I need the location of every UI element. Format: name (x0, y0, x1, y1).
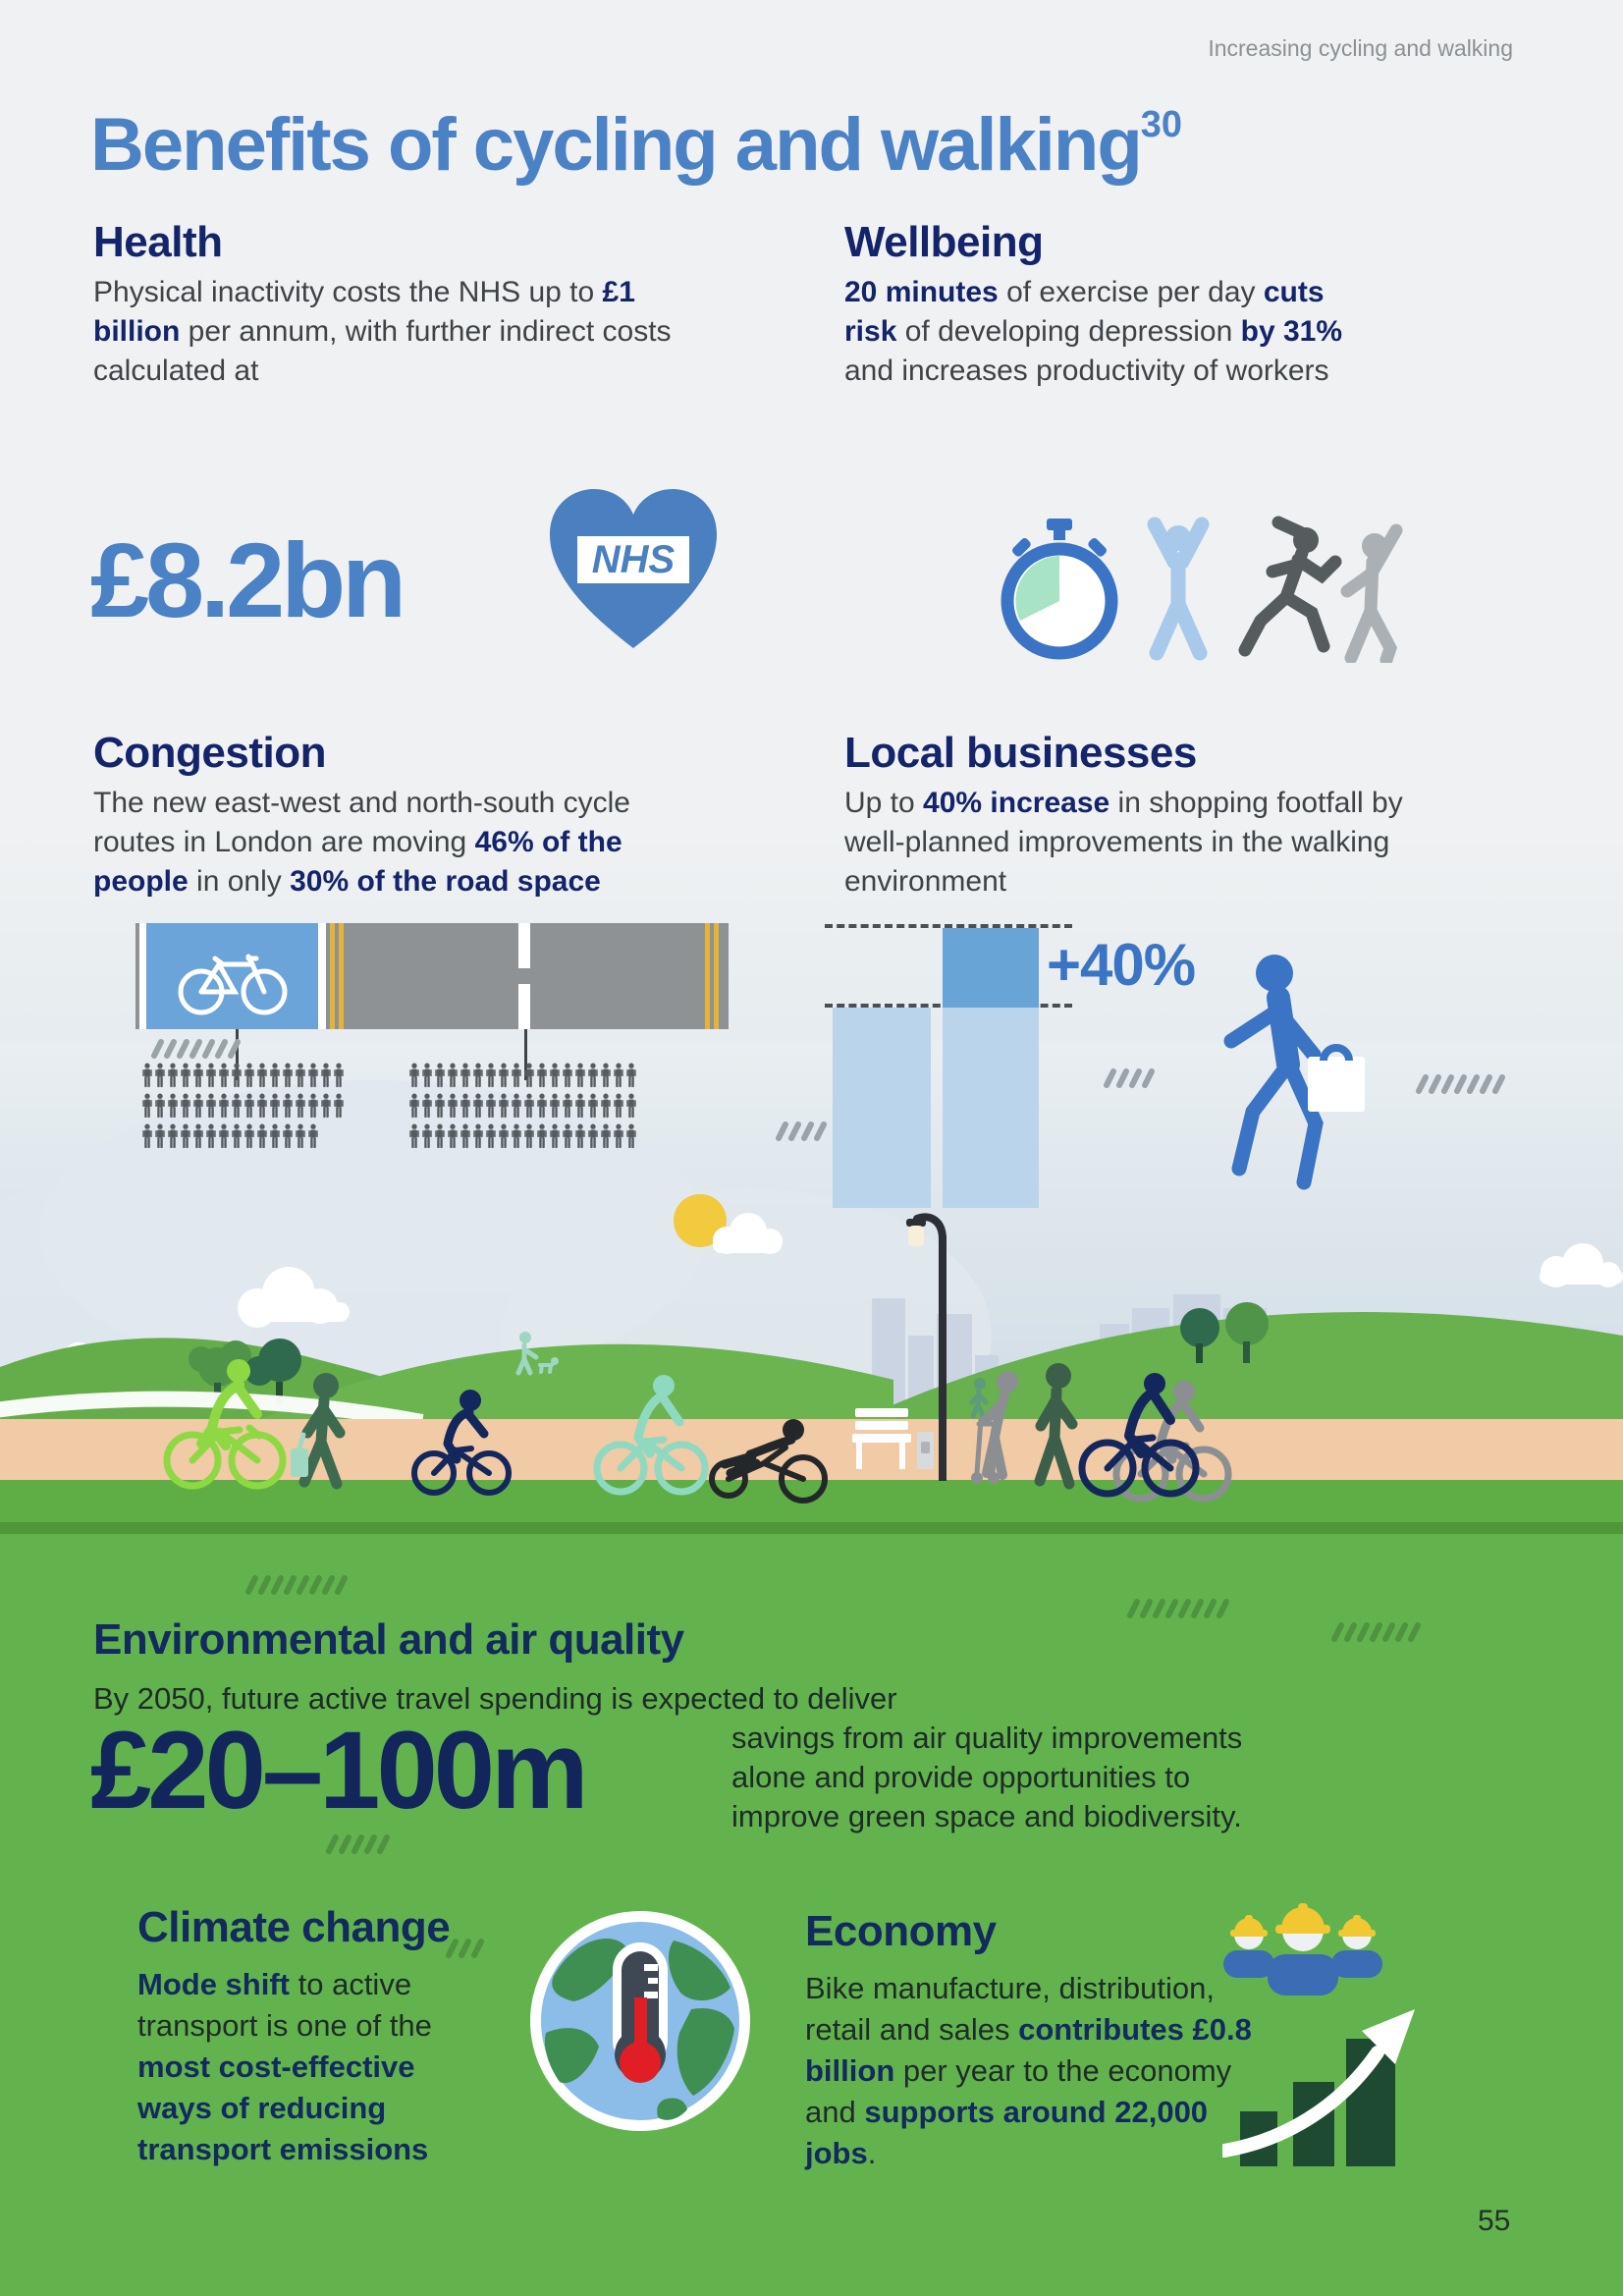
decorative-hash-marks (243, 1573, 352, 1602)
person-icon (282, 1063, 294, 1088)
person-icon (625, 1063, 637, 1088)
stopwatch-icon (1007, 519, 1111, 653)
yellow-line (330, 923, 335, 1029)
person-icon (421, 1063, 433, 1088)
person-icon (536, 1123, 548, 1149)
decorative-hash-marks (149, 1037, 244, 1066)
environment-intro: By 2050, future active travel spending is expected to deliver (93, 1681, 897, 1716)
person-icon (434, 1093, 446, 1119)
decorative-hash-marks (774, 1120, 831, 1148)
person-icon (498, 1063, 510, 1088)
person-icon (434, 1063, 446, 1088)
lane-separator-line (318, 923, 326, 1029)
person-icon (587, 1123, 599, 1149)
yellow-line (705, 923, 710, 1029)
person-icon (141, 1123, 153, 1149)
footfall-bar-after (943, 1008, 1039, 1208)
person-icon (574, 1093, 586, 1119)
environment-heading: Environmental and air quality (93, 1615, 684, 1664)
person-icon (523, 1093, 535, 1119)
worker-right (1331, 1915, 1382, 1978)
person-icon (256, 1123, 268, 1149)
road-centre-gap (518, 923, 530, 968)
growth-chart-icon (1222, 1992, 1424, 2168)
climate-heading: Climate change (137, 1903, 451, 1951)
person-icon (472, 1123, 484, 1149)
person-icon (167, 1093, 179, 1119)
people-pictogram-road (408, 1063, 638, 1154)
person-icon (295, 1093, 306, 1119)
person-icon (511, 1093, 522, 1119)
person-icon (613, 1123, 624, 1149)
person-icon (295, 1123, 306, 1149)
person-icon (295, 1063, 306, 1088)
worker-center (1268, 1903, 1338, 1995)
person-icon (613, 1063, 624, 1088)
road-edge-line (139, 923, 146, 1029)
person-icon (243, 1063, 255, 1088)
pictogram-row (408, 1093, 638, 1119)
person-icon (333, 1093, 345, 1119)
person-icon (256, 1063, 268, 1088)
person-icon (192, 1093, 204, 1119)
stretching-person-icon (1155, 524, 1202, 653)
health-heading: Health (93, 218, 223, 266)
local-businesses-body: Up to 40% increase in shopping footfall by well-planned improvements in the walking environment (844, 787, 1403, 898)
footfall-stat: +40% (1047, 932, 1196, 998)
person-icon (231, 1063, 243, 1088)
person-icon (613, 1093, 624, 1119)
person-icon (154, 1123, 166, 1149)
person-icon (434, 1123, 446, 1149)
decorative-hash-marks (1102, 1066, 1159, 1095)
person-icon (460, 1063, 471, 1088)
person-icon (243, 1093, 255, 1119)
footfall-bar-before (833, 1008, 931, 1208)
person-icon (511, 1063, 522, 1088)
nhs-heart-icon (542, 481, 725, 656)
exercising-person-icon (1347, 530, 1396, 660)
bicycle-icon (146, 923, 318, 1029)
climate-body: Mode shift to active transport is one of the most cost-effective ways of reducing transport emissions (137, 1967, 432, 2166)
cycle-lane (146, 923, 318, 1029)
environment-stat: £20–100m (90, 1709, 585, 1831)
person-icon (562, 1063, 573, 1088)
congestion-body: The new east-west and north-south cycle routes in London are moving 46% of the people in only 30% of the road space (93, 787, 630, 898)
person-icon (408, 1093, 420, 1119)
person-icon (192, 1123, 204, 1149)
person-icon (549, 1093, 561, 1119)
shopper-icon (1210, 951, 1377, 1198)
person-icon (180, 1093, 191, 1119)
environment-body: savings from air quality improvements alone and provide opportunities to improve green space and biodiversity. (731, 1721, 1243, 1833)
person-icon (141, 1093, 153, 1119)
person-icon (562, 1093, 573, 1119)
person-icon (256, 1093, 268, 1119)
person-icon (205, 1123, 217, 1149)
person-icon (180, 1063, 191, 1088)
person-icon (307, 1123, 319, 1149)
decorative-hash-marks (1125, 1597, 1233, 1625)
person-icon (447, 1063, 459, 1088)
litter-bin-icon (917, 1432, 934, 1469)
economy-heading: Economy (805, 1907, 997, 1955)
footnote-reference[interactable]: 30 (1140, 104, 1183, 145)
person-icon (523, 1063, 535, 1088)
person-icon (218, 1123, 230, 1149)
person-icon (562, 1123, 573, 1149)
person-icon (574, 1063, 586, 1088)
person-icon (574, 1123, 586, 1149)
pictogram-row (408, 1123, 638, 1149)
person-icon (460, 1123, 471, 1149)
pictogram-row (141, 1093, 346, 1119)
person-icon (218, 1063, 230, 1088)
person-icon (600, 1093, 612, 1119)
congestion-heading: Congestion (93, 729, 326, 777)
person-icon (536, 1063, 548, 1088)
person-icon (498, 1093, 510, 1119)
person-icon (408, 1063, 420, 1088)
person-icon (498, 1123, 510, 1149)
wellbeing-icons (1000, 511, 1412, 663)
footfall-bar-increase (943, 928, 1039, 1008)
grass-strip-dark (0, 1522, 1623, 1534)
person-icon (282, 1093, 294, 1119)
person-icon (447, 1123, 459, 1149)
person-icon (320, 1063, 332, 1088)
wellbeing-heading: Wellbeing (844, 218, 1044, 266)
person-icon (231, 1123, 243, 1149)
person-icon (472, 1063, 484, 1088)
person-icon (408, 1123, 420, 1149)
person-icon (282, 1123, 294, 1149)
person-icon (485, 1093, 497, 1119)
page-title: Benefits of cycling and walking$^{30}$ (90, 103, 1183, 187)
yellow-line (339, 923, 344, 1029)
decorative-hash-marks (1414, 1072, 1509, 1101)
decorative-hash-marks (324, 1832, 394, 1861)
person-icon (587, 1093, 599, 1119)
person-icon (421, 1093, 433, 1119)
person-icon (205, 1093, 217, 1119)
nhs-label: NHS (591, 538, 676, 581)
health-body: Physical inactivity costs the NHS up to £1 billion per annum, with further indirect costs calculated at (93, 276, 672, 387)
person-icon (523, 1123, 535, 1149)
person-icon (154, 1093, 166, 1119)
person-icon (625, 1123, 637, 1149)
health-stat: £8.2bn (90, 520, 404, 639)
person-icon (536, 1093, 548, 1119)
person-icon (600, 1123, 612, 1149)
running-header: Increasing cycling and walking (1208, 35, 1513, 61)
yellow-line (714, 923, 719, 1029)
person-icon (549, 1123, 561, 1149)
decorative-hash-marks (1329, 1620, 1425, 1649)
person-icon (269, 1123, 281, 1149)
person-icon (307, 1093, 319, 1119)
person-icon (472, 1093, 484, 1119)
person-icon (333, 1063, 345, 1088)
economy-body: Bike manufacture, distribution, retail and sales contributes £0.8 billion per year to the economy and supports around 22,000 jobs. (805, 1971, 1252, 2170)
pictogram-row (141, 1123, 346, 1149)
person-icon (167, 1063, 179, 1088)
road-centre-gap (518, 984, 530, 1029)
person-icon (320, 1093, 332, 1119)
person-icon (511, 1123, 522, 1149)
person-icon (205, 1063, 217, 1088)
running-person-icon (1245, 522, 1335, 650)
person-icon (600, 1063, 612, 1088)
person-icon (549, 1063, 561, 1088)
pictogram-row (408, 1063, 638, 1088)
person-icon (587, 1063, 599, 1088)
person-icon (447, 1093, 459, 1119)
person-icon (192, 1063, 204, 1088)
person-icon (180, 1123, 191, 1149)
wellbeing-body: 20 minutes of exercise per day cuts risk of developing depression by 31% and increases productivity of workers (844, 276, 1343, 387)
page-number: 55 (1478, 2205, 1511, 2237)
person-icon (307, 1063, 319, 1088)
person-icon (231, 1093, 243, 1119)
person-icon (167, 1123, 179, 1149)
people-pictogram-cycle-lane (141, 1063, 346, 1154)
cycle-lane-road-diagram (135, 923, 729, 1029)
decorative-hash-marks (444, 1937, 488, 1965)
person-icon (269, 1063, 281, 1088)
worker-left (1223, 1915, 1274, 1978)
person-icon (421, 1123, 433, 1149)
person-icon (154, 1063, 166, 1088)
person-icon (485, 1063, 497, 1088)
pictogram-row (141, 1063, 346, 1088)
person-icon (243, 1123, 255, 1149)
local-businesses-heading: Local businesses (844, 729, 1197, 777)
globe-thermometer-icon (526, 1907, 754, 2135)
person-icon (218, 1093, 230, 1119)
person-icon (269, 1093, 281, 1119)
person-icon (141, 1063, 153, 1088)
person-icon (485, 1123, 497, 1149)
person-icon (625, 1093, 637, 1119)
person-icon (460, 1093, 471, 1119)
